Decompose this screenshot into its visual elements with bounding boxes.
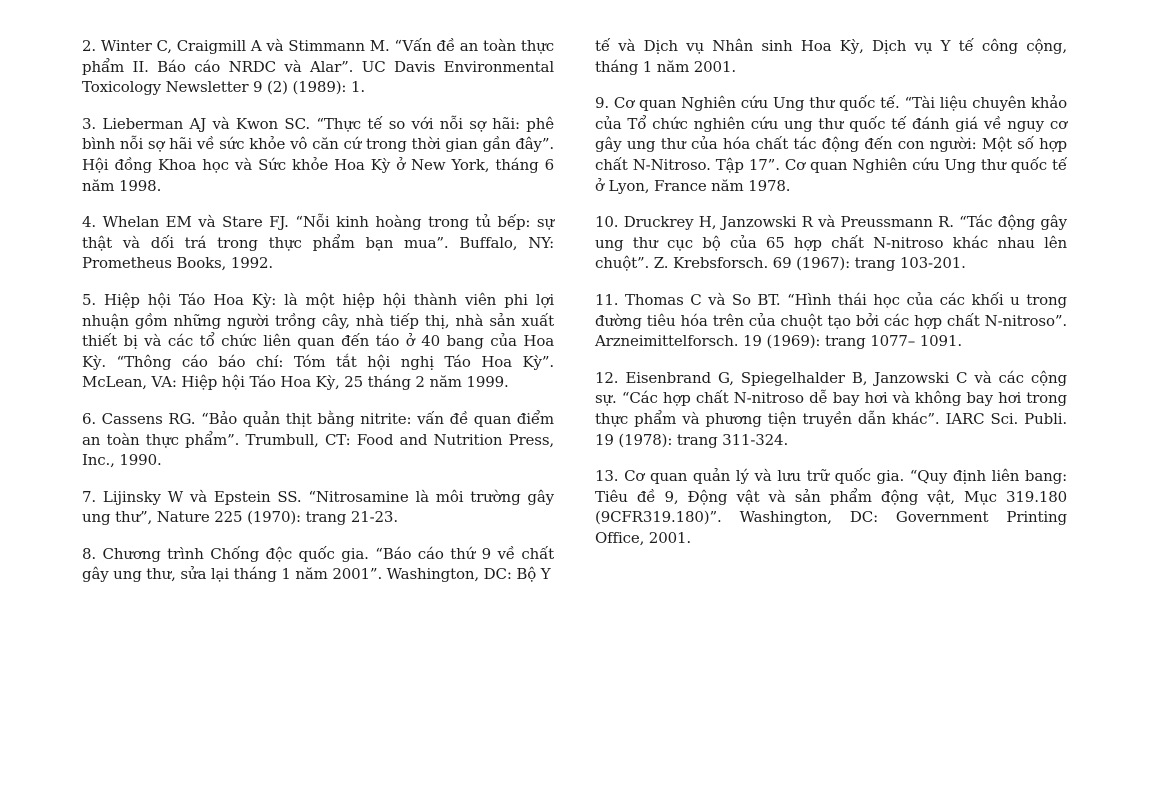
reference-item-10: 10. Druckrey H, Janzowski R và Preussmann R. “Tác động gây ung thư cục bộ của 65 hợp chất N-nitroso khác nhau lên chuột”. Z. Krebsforsch. 69 (1967): trang 103-201. — [595, 213, 1067, 273]
reference-item-7: 7. Lijinsky W và Epstein SS. “Nitrosamine là môi trường gây ung thư”, Nature 225 (1970): trang 21-23. — [82, 487, 554, 527]
reference-item-11: 11. Thomas C và So BT. “Hình thái học của các khối u trong đường tiêu hóa trên của chuột tạo bởi các hợp chất N-nitroso”. Arzneimittelforsch. 19 (1969): trang 1077– 1091. — [595, 290, 1067, 351]
reference-item-8-continued: tế và Dịch vụ Nhân sinh Hoa Kỳ, Dịch vụ Y tế công cộng, tháng 1 năm 2001. — [595, 37, 1067, 76]
reference-item-12: 12. Eisenbrand G, Spiegelhalder B, Janzowski C và các cộng sự. “Các hợp chất N-nitroso dễ bay hơi và không bay hơi trong thực phẩm và phương tiện truyền dẫn khác”. IARC Sci. Publi. 19 (1978): trang 311-324. — [595, 368, 1067, 449]
references-column-right — [595, 36, 1067, 564]
reference-item-9: 9. Cơ quan Nghiên cứu Ung thư quốc tế. “Tài liệu chuyên khảo của Tổ chức nghiên cứu ung thư quốc tế đánh giá về nguy cơ gây ung thư của hóa chất tác động đến con người: Một số hợp chất N-Nitroso. Tập 17”. Cơ quan Nghiên cứu Ung thư quốc tế ở Lyon, France năm 1978. — [595, 94, 1067, 195]
reference-item-3: 3. Lieberman AJ và Kwon SC. “Thực tế so với nỗi sợ hãi: phê bình nỗi sợ hãi về sức khỏe vô căn cứ trong thời gian gần đây”. Hội đồng Khoa học và Sức khỏe Hoa Kỳ ở New York, tháng 6 năm 1998. — [82, 114, 554, 195]
reference-item-2: 2. Winter C, Craigmill A và Stimmann M. “Vấn đề an toàn thực phẩm II. Báo cáo NRDC và Alar”. UC Davis Environmental Toxicology Newsletter 9 (2) (1989): 1. — [82, 37, 554, 97]
reference-item-13: 13. Cơ quan quản lý và lưu trữ quốc gia. “Quy định liên bang: Tiêu đề 9, Động vật và sản phẩm động vật, Mục 319.180 (9CFR319.180)”. Washington, DC: Government Printing Office, 2001. — [595, 467, 1067, 547]
references-column-left — [82, 36, 554, 601]
reference-item-6: 6. Cassens RG. “Bảo quản thịt bằng nitrite: vấn đề quan điểm an toàn thực phẩm”. Trumbull, CT: Food and Nutrition Press, Inc., 1990. — [82, 409, 554, 470]
reference-item-4: 4. Whelan EM và Stare FJ. “Nỗi kinh hoàng trong tủ bếp: sự thật và dối trá trong thực phẩm bạn mua”. Buffalo, NY: Prometheus Books, 1992. — [82, 213, 554, 273]
reference-item-5: 5. Hiệp hội Táo Hoa Kỳ: là một hiệp hội thành viên phi lợi nhuận gồm những người trồng cây, nhà tiếp thị, nhà sản xuất thiết bị và các tổ chức liên quan đến táo ở 40 bang của Hoa Kỳ. “Thông cáo báo chí: Tóm tắt hội nghị Táo Hoa Kỳ”. McLean, VA: Hiệp hội Táo Hoa Kỳ, 25 tháng 2 năm 1999. — [82, 290, 554, 392]
reference-item-8: 8. Chương trình Chống độc quốc gia. “Báo cáo thứ 9 về chất gây ung thư, sửa lại tháng 1 năm 2001”. Washington, DC: Bộ Y — [82, 544, 554, 584]
